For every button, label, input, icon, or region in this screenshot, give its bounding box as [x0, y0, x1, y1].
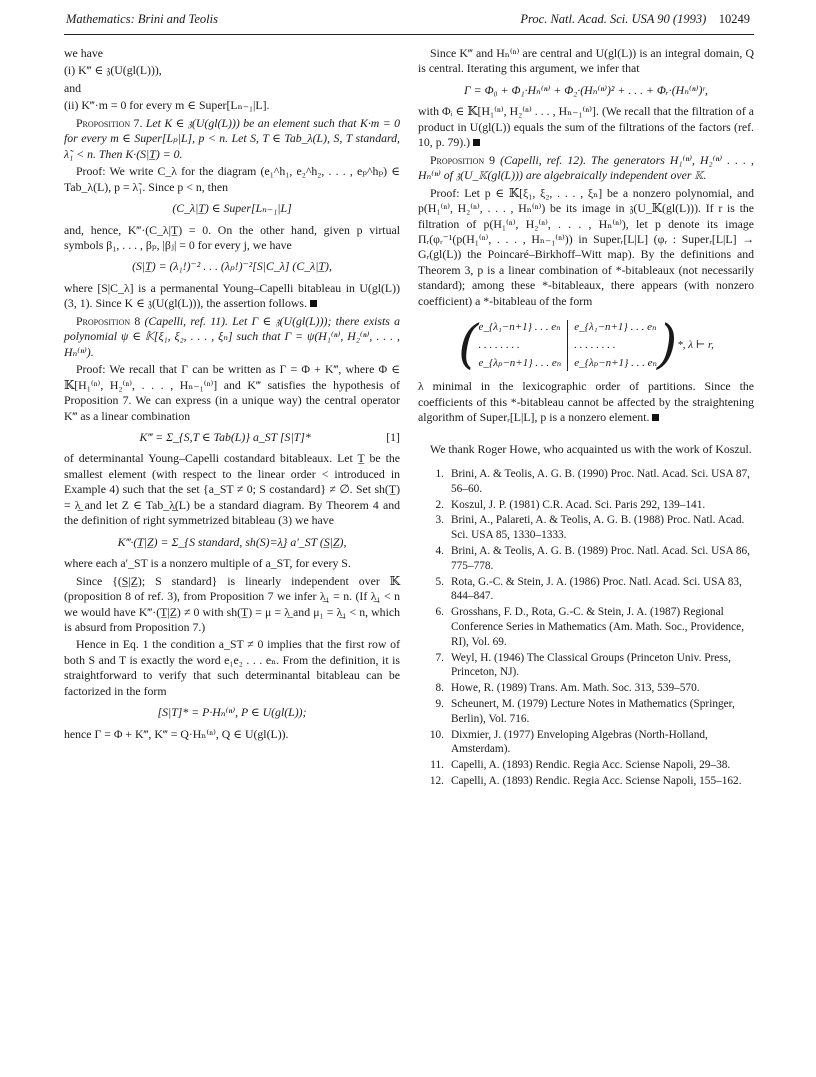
- reference-item: [418, 758, 754, 773]
- qed-square-icon: [473, 139, 480, 146]
- reference-item: [418, 728, 754, 758]
- proposition-statement: (Capelli, ref. 12). The generators H₁⁽ⁿ⁾, H₂⁽ⁿ⁾ . . . , Hₙ⁽ⁿ⁾ of 𝔷(U_𝕂(gl(L))) are algebraically independent over 𝕂.: [418, 152, 755, 183]
- reference-text: Brini, A. & Teolis, A. G. B. (1990) Proc. Natl. Acad. Sci. USA 87, 56–60.: [451, 468, 750, 495]
- reference-number: 5.: [435, 575, 444, 588]
- reference-text: Dixmier, J. (1977) Enveloping Algebras (North-Holland, Amsterdam).: [451, 728, 708, 756]
- proof-paragraph: [418, 379, 754, 425]
- reference-text: Scheunert, M. (1979) Lecture Notes in Mathematics (Springer, Berlin), Vol. 716.: [451, 698, 735, 725]
- matrix-cell: e_{λ₁−n+1} . . . eₙ: [574, 320, 657, 333]
- proposition-label: Proposition 9: [430, 152, 496, 167]
- proof-paragraph: Hence in Eq. 1 the condition a_ST ≠ 0 implies that the first row of both S and T is exactly the word e₁e₂ . . . eₙ. From the definition, it is straightforward to verify that such determinantal bitableau can be factorized in the form: [64, 637, 400, 698]
- reference-item: [418, 651, 754, 681]
- equation: [S|T]* = P·Hₙ⁽ⁿ⁾, P ∈ U(gl(L));: [157, 705, 307, 720]
- equation-body: K‴ = Σ_{S,T ∈ Tab(L)} a_ST [S|T]*: [139, 429, 311, 444]
- reference-number: 7.: [435, 651, 444, 664]
- reference-item: [418, 681, 754, 696]
- matrix-suffix: *, λ ⊢ r,: [677, 339, 714, 352]
- reference-number: 9.: [435, 698, 444, 711]
- qed-square-icon: [652, 414, 659, 421]
- qed-square-icon: [310, 300, 317, 307]
- reference-number: 3.: [435, 514, 444, 527]
- proof-paragraph: Since {(S̲|Z̲); S standard} is linearly independent over 𝕂 (proposition 8 of ref. 3), from Proposition 7 we infer λ̲₁ = n. (If λ̲₁ < n we would have K‴·(T̲|Z̲) ≠ 0 with sh(T̲) = μ = λ̲ and μ₁ = λ̲₁ < n, which is absurd from Proposition 7.): [64, 573, 400, 634]
- proof-paragraph: [64, 281, 400, 312]
- page-number: 10249: [718, 12, 750, 26]
- proof-paragraph: and, hence, K‴·(C_λ|T̲) = 0. On the other hand, given p virtual symbols β₁, . . . , βₚ, |βⱼ| = 0 for every j, we have: [64, 222, 400, 252]
- equation-gamma: Γ = Φ₀ + Φ₁·Hₙ⁽ⁿ⁾ + Φ₂·(Hₙ⁽ⁿ⁾)² + . . . + Φᵣ·(Hₙ⁽ⁿ⁾)ʳ,: [464, 82, 708, 97]
- reference-text: Grosshans, F. D., Rota, G.-C. & Stein, J. A. (1987) Regional Conference Series in Mathematics (Am. Math. Soc., Providence, RI), Vol. 69.: [451, 606, 745, 648]
- reference-number: 12.: [429, 775, 444, 787]
- paragraph: Since K‴ and Hₙ⁽ⁿ⁾ are central and U(gl(L)) is an integral domain, Q is central. Iterating this argument, we infer that: [418, 46, 754, 76]
- proof-paragraph: hence Γ = Φ + K‴, K‴ = Q·Hₙ⁽ⁿ⁾, Q ∈ U(gl(L)).: [64, 726, 289, 741]
- matrix-divider: [567, 320, 568, 371]
- proposition-statement: Let K ∈ 𝔷(U(gl(L))) be an element such that K·m = 0 for every m ∈ Super[Lₚ|L], p < n. Let S, T ∈ Tab_λ(L), S, T standard, λ̃₁ < n. Then K·(S|T̲) = 0.: [64, 115, 401, 161]
- reference-number: 6.: [435, 606, 444, 619]
- running-head-authors: Mathematics: Brini and Teolis: [66, 12, 218, 26]
- reference-number: 1.: [435, 468, 444, 481]
- proof-paragraph: Proof: Let p ∈ 𝕂[ξ₁, ξ₂, . . . , ξₙ] be a nonzero polynomial, and p(H₁⁽ⁿ⁾, H₂⁽ⁿ⁾, . . . , Hₙ⁽ⁿ⁾) be its image in 𝔷(U_𝕂(gl(L))). If r is the filtration of p(H₁⁽ⁿ⁾, H₂⁽ⁿ⁾, . . . , Hₙ⁽ⁿ⁾), let p denote its image Πᵣ(φᵣ⁻¹(p(H₁⁽ⁿ⁾, . . . , Hₙ₋₁⁽ⁿ⁾)) in Superᵣ[L|L] (φᵣ : Superᵣ[L|L] → Gᵣ(gl(L)) the Poincaré–Birkhoff–Witt map). By the definitions and Theorem 3, p is a linear combination of *-bitableaux (not necessarily standard); among these *-bitableaux, there appears (with nonzero coefficient) a *-bitableau of the form: [418, 185, 754, 308]
- reference-item: [418, 513, 754, 543]
- proof-paragraph: where each a′_ST is a nonzero multiple of a_ST, for every S.: [64, 556, 351, 571]
- reference-text: Howe, R. (1989) Trans. Am. Math. Soc. 313, 539–570.: [451, 682, 700, 695]
- reference-item: [418, 575, 754, 605]
- paragraph: [418, 104, 754, 150]
- matrix-cell: e_{λₚ−n+1} . . . eₙ: [478, 357, 562, 370]
- proof-paragraph: of determinantal Young–Capelli costandard bitableaux. Let T̲ be the smallest element (with respect to the linear order < introduced in Example 4) such that the set {a_ST ≠ 0; S costandard} ≠ ∅. Set sh(T̲) = λ̲ and let Z ∈ Tab_λ̲(L) be a standard diagram. By Theorem 4 and the definition of right symmetrized bitableau (3) we have: [64, 451, 400, 528]
- proposition-9: [418, 153, 754, 184]
- reference-list: [418, 467, 754, 789]
- proof-text: where [S|C_λ] is a permanental Young–Capelli bitableau in U(gl(L)) (3, 1). Since K ∈ 𝔷(U(gl(L))), the assertion follows.: [64, 280, 400, 311]
- proposition-8: [64, 314, 400, 360]
- matrix-cell: . . . . . . . .: [478, 339, 520, 352]
- reference-text: Brini, A., Palareti, A. & Teolis, A. G. B. (1988) Proc. Natl. Acad. Sci. USA 85, 1330–1333.: [451, 514, 745, 542]
- equation: (S|T̲) = (λ₁!)⁻² . . . (λₚ!)⁻²[S|C_λ] (C_λ|T̲),: [132, 259, 332, 274]
- left-column: [64, 46, 400, 744]
- left-paren: (: [458, 315, 479, 376]
- reference-text: Weyl, H. (1946) The Classical Groups (Princeton Univ. Press, Princeton, NJ).: [451, 651, 731, 679]
- header-rule: [64, 34, 754, 35]
- reference-number: 8.: [435, 682, 444, 695]
- reference-item: [418, 544, 754, 574]
- reference-text: Capelli, A. (1893) Rendic. Regia Acc. Sciense Napoli, 29–38.: [451, 759, 731, 772]
- proof-paragraph: Proof: We recall that Γ can be written as Γ = Φ + K‴, where Φ ∈ 𝕂[H₁⁽ⁿ⁾, H₂⁽ⁿ⁾, . . . , Hₙ₋₁⁽ⁿ⁾] and K‴ satisfies the hypothesis of Proposition 7. We can express (in a unique way) the central operator K‴ as a linear combination: [64, 362, 400, 423]
- reference-item: [418, 605, 754, 649]
- reference-number: 2.: [435, 498, 444, 511]
- proposition-statement: (Capelli, ref. 11). Let Γ ∈ 𝔷(U(gl(L))); there exists a polynomial ψ ∈ 𝕂[ξ₁, ξ₂, . . . , ξₙ] such that Γ = ψ(H₁⁽ⁿ⁾, H₂⁽ⁿ⁾, . . . , Hₙ⁽ⁿ⁾).: [64, 313, 400, 359]
- reference-text: Rota, G.-C. & Stein, J. A. (1986) Proc. Natl. Acad. Sci. USA 83, 844–847.: [451, 575, 742, 603]
- equation-number: [1]: [386, 429, 400, 444]
- matrix-grid: [478, 320, 657, 371]
- acknowledgment: We thank Roger Howe, who acquainted us with the work of Koszul.: [430, 441, 752, 456]
- reference-number: 11.: [430, 759, 444, 772]
- running-head-journal: [520, 12, 750, 27]
- condition-ii: (ii) K‴·m = 0 for every m ∈ Super[Lₙ₋₁|L].: [64, 98, 270, 113]
- equation-1: [64, 430, 400, 445]
- paragraph-text: with Φᵢ ∈ 𝕂[H₁⁽ⁿ⁾, H₂⁽ⁿ⁾ . . . , Hₙ₋₁⁽ⁿ⁾]. (We recall that the filtration of a product in U(gl(L)) equals the sum of the filtrations of the factors (ref. 10, p. 79).): [418, 104, 754, 150]
- journal-citation: Proc. Natl. Acad. Sci. USA 90 (1993): [520, 12, 707, 26]
- paragraph: we have: [64, 46, 103, 60]
- matrix-cell: . . . . . . . .: [574, 339, 616, 352]
- reference-text: Capelli, A. (1893) Rendic. Regia Acc. Sciense Napoli, 155–162.: [451, 775, 742, 787]
- bitableau-matrix: [418, 315, 754, 376]
- right-paren: ): [657, 315, 678, 376]
- proof-paragraph: Proof: We write C_λ for the diagram (e₁^h₁, e₂^h₂, . . . , eₚ^hₚ) ∈ Tab_λ(L), p = λ̃₁. Since p < n, then: [64, 164, 400, 194]
- proposition-7: [64, 116, 400, 162]
- reference-text: Koszul, J. P. (1981) C.R. Acad. Sci. Paris 292, 139–141.: [451, 498, 706, 511]
- proposition-label: Proposition 7.: [76, 115, 143, 130]
- matrix-cell: e_{λₚ−n+1} . . . eₙ: [574, 357, 657, 370]
- right-column: [418, 46, 754, 800]
- matrix-cell: e_{λ₁−n+1} . . . eₙ: [478, 320, 561, 333]
- equation: K‴·(T̲|Z̲) = Σ_{S standard, sh(S)=λ̲} a′_ST (S̲|Z̲),: [117, 534, 347, 549]
- condition-i: (i) K‴ ∈ 𝔷(U(gl(L))),: [64, 63, 162, 78]
- reference-item: [418, 498, 754, 513]
- proposition-label: Proposition 8: [76, 313, 141, 328]
- equation: (C_λ|T̲) ∈ Super[Lₙ₋₁|L]: [172, 201, 292, 216]
- paragraph: and: [64, 80, 82, 95]
- reference-number: 10.: [429, 728, 444, 741]
- reference-text: Brini, A. & Teolis, A. G. B. (1989) Proc. Natl. Acad. Sci. USA 86, 775–778.: [451, 545, 750, 572]
- reference-item: [418, 697, 754, 727]
- reference-number: 4.: [435, 545, 444, 558]
- reference-item: [418, 774, 754, 789]
- reference-item: [418, 467, 754, 497]
- proof-text: λ minimal in the lexicographic order of partitions. Since the coefficients of this *-bitableau cannot be affected by the straightening algorithm of Superᵣ[L|L], p is a nonzero element.: [418, 379, 754, 425]
